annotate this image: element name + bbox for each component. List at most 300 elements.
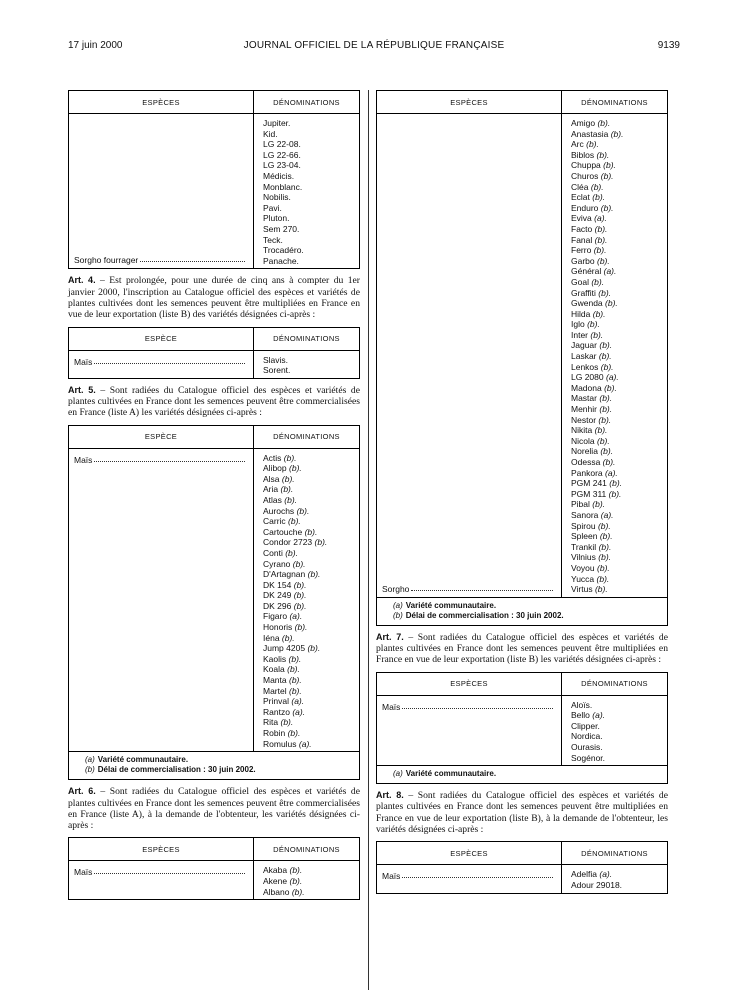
note-key: (b)	[85, 765, 95, 775]
variety-note-mark: (b).	[593, 245, 607, 256]
variety-name: Virtus	[571, 584, 593, 595]
variety-name: Jaguar	[571, 340, 597, 351]
variety-item	[571, 574, 667, 585]
variety-name: Voyou	[571, 562, 595, 573]
page-header	[68, 40, 680, 54]
variety-note-mark: (b).	[597, 255, 610, 266]
table-body	[377, 114, 667, 597]
variety-note-mark: (b).	[598, 287, 612, 298]
variety-name: Nicola	[571, 435, 595, 446]
variety-note-mark: (b).	[285, 547, 298, 558]
header-especes: ESPÈCES	[377, 91, 562, 113]
variety-note-mark: (b).	[604, 382, 617, 393]
variety-name: Norelia	[571, 446, 598, 457]
variety-note-mark: (b).	[304, 526, 318, 537]
variety-item	[263, 887, 359, 898]
variety-name: Arc	[571, 139, 584, 150]
table-mais-art8	[376, 841, 668, 893]
variety-note-mark: (b).	[597, 435, 610, 446]
variety-note-mark: (b).	[599, 340, 613, 351]
variety-note-mark: (b).	[597, 520, 611, 531]
table-header	[377, 91, 667, 114]
variety-item	[571, 710, 667, 721]
variety-note-mark: (b).	[307, 643, 321, 654]
variety-note-mark: (a).	[292, 706, 306, 717]
header-especes: ESPÈCES	[377, 842, 562, 864]
species-cell	[69, 351, 254, 378]
variety-name: Sanora	[571, 509, 599, 520]
table-mais-art6	[68, 837, 360, 900]
variety-item	[571, 192, 667, 203]
article-text: – Sont radiées du Catalogue officiel des espèces et variétés de plantes cultivées en France dont les semences peuvent être multipliées en France en vue de leur exportation (liste B), à la demande de l'obtenteur, les variétés désignées ci-après :	[376, 790, 668, 836]
variety-name: Koala	[263, 664, 285, 675]
variety-item	[571, 118, 667, 129]
variety-note-mark: (b).	[288, 516, 301, 527]
variety-note-mark: (b).	[602, 457, 616, 467]
note-text: Variété communautaire.	[405, 769, 497, 779]
species-cell	[69, 449, 254, 752]
variety-note-mark: (a).	[599, 869, 613, 880]
table-header	[69, 426, 359, 449]
variety-note-mark: (b).	[594, 223, 608, 234]
species-name: Maïs	[382, 871, 401, 882]
variety-name: Adelfia	[571, 869, 597, 880]
variety-name: Cartouche	[263, 526, 303, 537]
note-key: (a)	[393, 600, 403, 610]
variety-name: Iglo	[571, 319, 585, 330]
note-key: (b)	[393, 610, 403, 620]
article-6	[68, 786, 360, 831]
variety-note-mark: (a).	[289, 611, 303, 622]
variety-name: Nordica.	[571, 731, 603, 742]
variety-item	[263, 686, 359, 697]
variety-note-mark: (b).	[594, 584, 608, 595]
variety-item	[571, 277, 667, 288]
variety-name: Aurochs	[263, 505, 295, 516]
header-espece: ESPÈCE	[69, 426, 254, 448]
note-text: Délai de commercialisation : 30 juin 2002.	[97, 765, 256, 775]
variety-item	[571, 880, 667, 891]
variety-note-mark: (b).	[597, 562, 610, 573]
variety-name: Goal	[571, 276, 589, 287]
variety-name: Eclat	[571, 192, 590, 203]
variety-name: PGM 311	[571, 488, 607, 499]
leader-dots	[94, 867, 245, 874]
variety-note-mark: (b).	[280, 717, 294, 728]
variety-note-mark: (b).	[281, 473, 295, 484]
variety-name: Odessa	[571, 457, 601, 467]
variety-item	[263, 506, 359, 517]
variety-item	[571, 213, 667, 224]
variety-name: Carric	[263, 516, 286, 527]
species-entry	[382, 584, 553, 594]
variety-item	[571, 139, 667, 150]
variety-item: Sem 270.	[263, 223, 300, 234]
variety-item: Jupiter.	[263, 118, 291, 128]
variety-name: Sogénor.	[571, 752, 606, 763]
header-especes: ESPÈCES	[69, 91, 254, 113]
table-body	[69, 449, 359, 752]
variety-name: Figaro	[263, 611, 288, 622]
table-note	[85, 765, 351, 775]
variety-item	[263, 548, 359, 559]
variety-name: Spleen	[571, 531, 598, 542]
article-label: Art. 8.	[376, 790, 404, 801]
variety-item	[571, 383, 667, 394]
variety-list	[254, 114, 359, 268]
header-denominations: DÉNOMINATIONS	[581, 848, 648, 858]
variety-name: Romulus	[263, 738, 297, 749]
variety-note-mark: (b).	[292, 558, 306, 569]
table-body	[69, 351, 359, 378]
variety-note-mark: (b).	[289, 865, 303, 876]
variety-item	[571, 510, 667, 521]
variety-item	[571, 468, 667, 479]
variety-name: DK 249	[263, 590, 292, 601]
table-note	[393, 769, 659, 779]
variety-item: Nobilis.	[263, 192, 291, 203]
leader-dots	[411, 584, 553, 591]
header-denominations: DÉNOMINATIONS	[273, 844, 340, 854]
variety-name: Kaolis	[263, 653, 287, 664]
article-label: Art. 6.	[68, 786, 96, 797]
variety-note-mark: (b).	[600, 361, 614, 372]
header-denominations: DÉNOMINATIONS	[581, 679, 648, 689]
variety-name: D'Artagnan	[263, 569, 306, 580]
species-name: Maïs	[74, 454, 93, 465]
variety-name: Manta	[263, 675, 287, 686]
variety-name: Cyrano	[263, 558, 291, 569]
species-entry	[74, 455, 245, 465]
variety-note-mark: (b).	[307, 569, 321, 580]
header-espece: ESPÈCE	[69, 328, 254, 350]
variety-note-mark: (b).	[603, 160, 616, 171]
variety-note-mark: (b).	[598, 541, 612, 552]
column-divider	[368, 90, 369, 990]
variety-note-mark: (b).	[289, 675, 302, 686]
header-date: 17 juin 2000	[68, 40, 123, 51]
variety-name: Facto	[571, 223, 593, 234]
variety-name: Général	[571, 266, 602, 277]
leader-dots	[94, 357, 245, 364]
variety-name: Rantzo	[263, 706, 290, 717]
variety-item	[263, 675, 359, 686]
variety-note-mark: (a).	[600, 509, 614, 520]
variety-note-mark: (b).	[599, 531, 613, 542]
species-cell	[69, 114, 254, 268]
variety-item	[263, 495, 359, 506]
variety-item	[571, 869, 667, 880]
variety-name: Cléa	[571, 181, 589, 192]
table-notes	[377, 765, 667, 783]
table-sorgho	[376, 90, 668, 626]
note-text: Délai de commercialisation : 30 juin 2002.	[405, 610, 564, 620]
variety-list	[254, 351, 359, 378]
variety-item	[263, 622, 359, 633]
variety-name: Laskar	[571, 351, 597, 362]
variety-name: Rita	[263, 717, 279, 728]
variety-note-mark: (b).	[284, 494, 298, 505]
header-denominations: DÉNOMINATIONS	[581, 97, 648, 107]
article-7	[376, 632, 668, 666]
variety-item	[571, 415, 667, 426]
variety-item: LG 23-04.	[263, 160, 301, 171]
variety-item: Sorent.	[263, 365, 291, 376]
variety-note-mark: (b).	[596, 149, 610, 160]
variety-note-mark: (a).	[298, 738, 312, 749]
variety-note-mark: (b).	[599, 404, 613, 415]
species-name: Maïs	[74, 356, 93, 367]
variety-note-mark: (b).	[289, 875, 303, 886]
variety-note-mark: (b).	[592, 308, 606, 319]
variety-note-mark: (b).	[594, 234, 608, 245]
variety-item	[263, 696, 359, 707]
variety-name: PGM 241	[571, 478, 607, 489]
variety-note-mark: (b).	[280, 484, 294, 495]
variety-name: Graffiti	[571, 287, 596, 298]
table-header	[377, 673, 667, 696]
variety-item: LG 22-08.	[263, 139, 301, 150]
variety-note-mark: (b).	[293, 600, 307, 611]
variety-note-mark: (b).	[293, 590, 307, 601]
variety-name: LG 2080	[571, 372, 604, 383]
variety-item	[571, 563, 667, 574]
variety-name: Bello	[571, 710, 590, 721]
variety-name: Condor 2723	[263, 537, 313, 548]
variety-item	[571, 721, 667, 732]
variety-item	[571, 266, 667, 277]
variety-name: Aria	[263, 484, 279, 495]
variety-note-mark: (b).	[592, 499, 606, 510]
variety-name: Akene	[263, 875, 288, 886]
species-entry	[74, 255, 245, 265]
variety-item	[263, 611, 359, 622]
variety-note-mark: (b).	[293, 579, 307, 590]
variety-name: Pibal	[571, 499, 590, 510]
variety-item	[571, 584, 667, 595]
variety-note-mark: (b).	[600, 170, 614, 181]
variety-name: Prinval	[263, 696, 289, 707]
variety-note-mark: (b).	[610, 128, 624, 139]
variety-item	[263, 580, 359, 591]
variety-note-mark: (a).	[291, 696, 305, 707]
variety-note-mark: (b).	[600, 202, 614, 213]
header-especes: ESPÈCES	[69, 838, 254, 860]
table-body	[377, 865, 667, 892]
variety-name: Robin	[263, 728, 286, 739]
variety-item	[571, 531, 667, 542]
variety-list	[562, 696, 667, 766]
variety-name: Inter	[571, 329, 589, 340]
variety-list	[254, 449, 359, 752]
variety-item	[571, 446, 667, 457]
variety-note-mark: (b).	[289, 463, 302, 474]
variety-name: Nestor	[571, 414, 597, 425]
variety-list	[562, 114, 667, 597]
variety-item	[263, 865, 359, 876]
variety-name: Vilnius	[571, 552, 596, 563]
table-note	[85, 755, 351, 765]
table-notes	[69, 751, 359, 779]
variety-item	[263, 527, 359, 538]
variety-note-mark: (b).	[587, 319, 600, 330]
variety-name: Jump 4205	[263, 643, 306, 654]
table-mais-art4	[68, 327, 360, 379]
variety-note-mark: (b).	[598, 552, 612, 563]
variety-note-mark: (b).	[598, 414, 612, 425]
header-denominations: DÉNOMINATIONS	[273, 334, 340, 343]
variety-name: Anastasia	[571, 128, 609, 139]
variety-name: Biblos	[571, 149, 595, 160]
variety-item: Pluton.	[263, 213, 290, 224]
variety-name: Gwenda	[571, 298, 603, 309]
variety-note-mark: (b).	[600, 446, 614, 457]
variety-item	[263, 590, 359, 601]
variety-name: Ourasis.	[571, 741, 603, 752]
variety-name: Mastar	[571, 393, 597, 404]
variety-name: Akaba	[263, 865, 288, 876]
header-denominations: DÉNOMINATIONS	[273, 97, 340, 107]
variety-item	[571, 731, 667, 742]
variety-item	[263, 453, 359, 464]
variety-name: Churos	[571, 170, 599, 181]
variety-name: Alibop	[263, 463, 287, 474]
variety-item	[571, 150, 667, 161]
variety-item	[571, 288, 667, 299]
variety-name: Fanal	[571, 234, 593, 245]
variety-item	[571, 404, 667, 415]
table-header	[69, 328, 359, 351]
variety-item	[571, 224, 667, 235]
variety-note-mark: (b).	[591, 276, 605, 287]
species-cell	[377, 865, 562, 892]
header-denominations: DÉNOMINATIONS	[273, 432, 340, 442]
variety-note-mark: (b).	[287, 728, 301, 739]
journal-title: JOURNAL OFFICIEL DE LA RÉPUBLIQUE FRANÇAISE	[243, 40, 505, 51]
variety-note-mark: (a).	[594, 213, 607, 224]
article-label: Art. 4.	[68, 275, 96, 286]
variety-item	[263, 728, 359, 739]
leader-dots	[94, 455, 245, 462]
variety-note-mark: (b).	[605, 298, 618, 309]
variety-name: Enduro	[571, 202, 599, 213]
variety-name: Albano	[263, 886, 290, 897]
species-name: Sorgho	[382, 583, 410, 594]
species-cell	[377, 114, 562, 597]
variety-item: Monblanc.	[263, 181, 303, 192]
variety-name: Pankora	[571, 467, 603, 478]
variety-note-mark: (b).	[294, 622, 308, 633]
variety-note-mark: (b).	[291, 886, 305, 897]
variety-item	[571, 203, 667, 214]
variety-note-mark: (b).	[590, 329, 604, 340]
variety-note-mark: (b).	[599, 393, 613, 404]
variety-item	[263, 601, 359, 612]
variety-name: Adour 29018.	[571, 879, 623, 890]
variety-item	[571, 160, 667, 171]
variety-item	[263, 717, 359, 728]
table-body	[69, 861, 359, 899]
variety-item: Teck.	[263, 234, 283, 245]
species-entry	[74, 867, 245, 877]
variety-item	[571, 129, 667, 140]
variety-name: Conti	[263, 547, 283, 558]
variety-note-mark: (b).	[586, 139, 599, 150]
article-label: Art. 7.	[376, 631, 404, 642]
variety-item: Panache.	[263, 255, 299, 266]
variety-name: Amigo	[571, 118, 596, 128]
article-8	[376, 790, 668, 835]
variety-item: Médicis.	[263, 170, 295, 181]
variety-name: DK 296	[263, 600, 292, 611]
leader-dots	[140, 255, 245, 262]
variety-name: Spirou	[571, 520, 596, 531]
variety-note-mark: (a).	[603, 266, 617, 277]
article-text: – Est prolongée, pour une durée de cinq ans à compter du 1er janvier 2000, l'inscription au Catalogue officiel des espèces et variétés de plantes cultivées dont les semences peuvent être multipliées en France en vue de leur exportation (liste B) des variétés désignées ci-après :	[68, 275, 360, 321]
table-note	[393, 611, 659, 621]
variety-name: Chuppa	[571, 160, 601, 171]
variety-item	[571, 499, 667, 510]
variety-note-mark: (b).	[288, 653, 302, 664]
variety-item	[571, 319, 667, 330]
table-mais-art5	[68, 425, 360, 781]
variety-item	[263, 537, 359, 548]
variety-name: Lenkos	[571, 361, 599, 372]
variety-item	[263, 707, 359, 718]
variety-name: Nikita	[571, 425, 593, 436]
variety-item	[571, 362, 667, 373]
article-text: – Sont radiées du Catalogue officiel des espèces et variétés de plantes cultivées en France dont les semences peuvent être multipliées en France en vue de leur exportation (liste B) les variétés désignées ci-après :	[376, 631, 668, 666]
table-note	[393, 601, 659, 611]
variety-item	[571, 171, 667, 182]
variety-note-mark: (b).	[590, 181, 604, 192]
variety-item	[571, 245, 667, 256]
variety-item	[571, 478, 667, 489]
variety-note-mark: (b).	[596, 573, 610, 584]
variety-note-mark: (b).	[296, 505, 310, 516]
table-header	[69, 91, 359, 114]
note-text: Variété communautaire.	[97, 755, 189, 765]
variety-item	[571, 182, 667, 193]
variety-name: Iéna	[263, 632, 280, 643]
variety-item	[571, 753, 667, 764]
variety-name: Yucca	[571, 573, 595, 584]
variety-item	[263, 654, 359, 665]
left-column	[68, 90, 360, 900]
variety-note-mark: (b).	[609, 478, 623, 489]
variety-note-mark: (b).	[598, 351, 612, 362]
variety-item	[571, 425, 667, 436]
table-sorgho-fourrager	[68, 90, 360, 269]
species-cell	[69, 861, 254, 899]
variety-list	[254, 861, 359, 899]
variety-note-mark: (b).	[289, 685, 302, 696]
species-name: Maïs	[382, 701, 401, 712]
variety-note-mark: (b).	[608, 488, 622, 499]
variety-item	[571, 552, 667, 563]
variety-name: Aloïs.	[571, 699, 593, 710]
article-4	[68, 275, 360, 320]
variety-item	[571, 700, 667, 711]
species-name: Sorgho fourrager	[74, 255, 139, 266]
table-header	[69, 838, 359, 861]
variety-item	[571, 340, 667, 351]
species-entry	[382, 702, 553, 712]
variety-item	[263, 664, 359, 675]
species-entry	[382, 871, 553, 881]
variety-note-mark: (b).	[597, 118, 611, 128]
variety-name: Honoris	[263, 622, 293, 633]
